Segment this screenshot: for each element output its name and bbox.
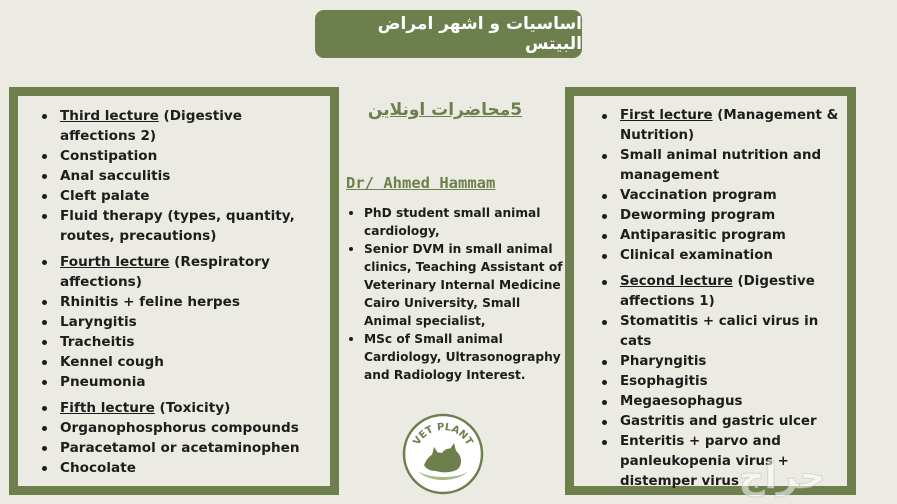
- list-item: Kennel cough: [40, 352, 322, 372]
- list-item: Vaccination program: [600, 186, 843, 206]
- lecture-header-fifth: Fifth lecture (Toxicity): [40, 398, 322, 418]
- lecture-header-third: Third lecture (Digestive affections 2): [40, 106, 322, 146]
- list-item: Deworming program: [600, 206, 843, 226]
- list-item: Fluid therapy (types, quantity, routes, precautions): [40, 206, 322, 246]
- right-lectures-panel: [565, 87, 856, 495]
- list-item: Esophagitis: [600, 372, 843, 392]
- lecture-header-first: First lecture (Management & Nutrition): [600, 106, 843, 146]
- haraj-watermark: [672, 452, 892, 498]
- bio-item: Senior DVM in small animal clinics, Teaching Assistant of Veterinary Internal Medicine Cairo University, Small Animal specialist,: [347, 240, 565, 330]
- list-item: Rhinitis + feline herpes: [40, 292, 322, 312]
- list-item: Tracheitis: [40, 332, 322, 352]
- bio-item: PhD student small animal cardiology,: [347, 204, 565, 240]
- list-item: Antiparasitic program: [600, 226, 843, 246]
- list-item: Enteritis + parvo and panleukopenia virus + distemper virus: [600, 432, 843, 492]
- online-lectures-heading: 5محاضرات اونلاين: [367, 100, 523, 120]
- lecture-header-fourth: Fourth lecture (Respiratory affections): [40, 252, 322, 292]
- list-item: Pharyngitis: [600, 352, 843, 372]
- list-item: Chocolate: [40, 458, 322, 478]
- left-lectures-panel: [9, 87, 339, 495]
- right-lecture-list: [600, 106, 843, 492]
- list-item: Organophosphorus compounds: [40, 418, 322, 438]
- page-title: اساسيات و اشهر امراض البيتس: [377, 14, 582, 54]
- watermark-text: حراج: [738, 456, 826, 497]
- left-panel-inner: [18, 96, 330, 486]
- lecture-header-second: Second lecture (Digestive affections 1): [600, 272, 843, 312]
- list-item: Cleft palate: [40, 186, 322, 206]
- list-item: Stomatitis + calici virus in cats: [600, 312, 843, 352]
- left-lecture-list: [40, 106, 322, 478]
- list-item: Laryngitis: [40, 312, 322, 332]
- vet-plant-logo: [402, 413, 484, 495]
- bio-item: MSc of Small animal Cardiology, Ultrasonography and Radiology Interest.: [347, 330, 565, 384]
- bio-list: [347, 204, 565, 384]
- logo-text: VET PLANT: [411, 421, 475, 448]
- list-item: Gastritis and gastric ulcer: [600, 412, 843, 432]
- right-panel-inner: [574, 96, 847, 489]
- list-item: Anal sacculitis: [40, 166, 322, 186]
- title-banner: [315, 10, 582, 58]
- doctor-name: Dr/ Ahmed Hammam: [346, 174, 496, 192]
- doctor-bio: [347, 204, 565, 384]
- list-item: Megaesophagus: [600, 392, 843, 412]
- list-item: Constipation: [40, 146, 322, 166]
- list-item: Pneumonia: [40, 372, 322, 392]
- list-item: Paracetamol or acetaminophen: [40, 438, 322, 458]
- list-item: Small animal nutrition and management: [600, 146, 843, 186]
- list-item: Clinical examination: [600, 246, 843, 266]
